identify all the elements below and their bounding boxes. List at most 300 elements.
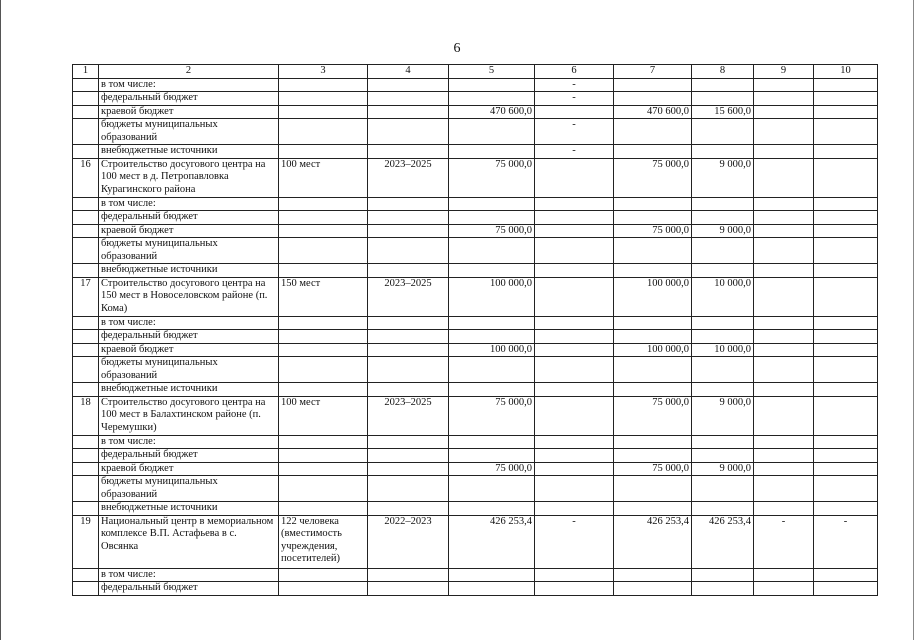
col10-cell — [814, 92, 878, 106]
period-cell — [368, 357, 449, 383]
period-cell — [368, 435, 449, 449]
table-row — [73, 145, 878, 159]
table-row — [73, 568, 878, 582]
row-number-cell — [73, 145, 99, 159]
capacity-cell — [279, 238, 368, 264]
col8-cell — [692, 92, 754, 106]
row-number-cell — [73, 330, 99, 344]
col10-cell — [814, 224, 878, 238]
col6-cell — [535, 264, 614, 278]
budget-table — [72, 64, 878, 596]
col10-cell — [814, 396, 878, 435]
col7-cell: 75 000,0 — [614, 158, 692, 197]
total-cost-cell — [449, 197, 535, 211]
col8-cell: 9 000,0 — [692, 462, 754, 476]
col7-cell — [614, 582, 692, 596]
capacity-cell — [279, 105, 368, 119]
col10-cell — [814, 145, 878, 159]
capacity-cell: 100 мест — [279, 158, 368, 197]
row-number-cell — [73, 449, 99, 463]
col9-cell — [754, 119, 814, 145]
total-cost-cell — [449, 316, 535, 330]
total-cost-cell — [449, 145, 535, 159]
period-cell — [368, 224, 449, 238]
description-cell: бюджеты муниципальных образований — [99, 357, 279, 383]
total-cost-cell — [449, 264, 535, 278]
col9-cell — [754, 92, 814, 106]
row-number-cell — [73, 343, 99, 357]
period-cell — [368, 383, 449, 397]
header-cell: 2 — [99, 65, 279, 79]
description-cell: бюджеты муниципальных образований — [99, 119, 279, 145]
period-cell — [368, 316, 449, 330]
col8-cell: 426 253,4 — [692, 515, 754, 568]
col6-cell — [535, 224, 614, 238]
total-cost-cell — [449, 330, 535, 344]
col7-cell — [614, 502, 692, 516]
total-cost-cell — [449, 92, 535, 106]
row-number-cell — [73, 264, 99, 278]
col6-cell — [535, 316, 614, 330]
header-cell: 4 — [368, 65, 449, 79]
description-cell: краевой бюджет — [99, 224, 279, 238]
col6-cell — [535, 357, 614, 383]
col9-cell — [754, 105, 814, 119]
row-number-cell — [73, 105, 99, 119]
total-cost-cell — [449, 238, 535, 264]
capacity-cell — [279, 92, 368, 106]
col9-cell — [754, 343, 814, 357]
row-number-cell: 16 — [73, 158, 99, 197]
col10-cell — [814, 119, 878, 145]
capacity-cell — [279, 568, 368, 582]
col10-cell — [814, 476, 878, 502]
table-row — [73, 396, 878, 435]
description-cell: в том числе: — [99, 197, 279, 211]
col9-cell — [754, 502, 814, 516]
col8-cell: 9 000,0 — [692, 396, 754, 435]
col8-cell — [692, 568, 754, 582]
col7-cell — [614, 197, 692, 211]
col7-cell — [614, 449, 692, 463]
description-cell: федеральный бюджет — [99, 582, 279, 596]
header-cell: 6 — [535, 65, 614, 79]
table-row — [73, 105, 878, 119]
col6-cell — [535, 568, 614, 582]
row-number-cell — [73, 78, 99, 92]
col10-cell — [814, 568, 878, 582]
table-row — [73, 316, 878, 330]
col10-cell — [814, 211, 878, 225]
col9-cell — [754, 316, 814, 330]
capacity-cell — [279, 264, 368, 278]
total-cost-cell: 100 000,0 — [449, 343, 535, 357]
total-cost-cell — [449, 476, 535, 502]
col9-cell — [754, 383, 814, 397]
col6-cell: - — [535, 78, 614, 92]
period-cell — [368, 264, 449, 278]
col9-cell — [754, 568, 814, 582]
capacity-cell — [279, 476, 368, 502]
capacity-cell — [279, 343, 368, 357]
col9-cell — [754, 238, 814, 264]
row-number-cell — [73, 462, 99, 476]
col9-cell — [754, 449, 814, 463]
total-cost-cell — [449, 119, 535, 145]
header-cell: 8 — [692, 65, 754, 79]
col8-cell — [692, 264, 754, 278]
col10-cell — [814, 316, 878, 330]
col6-cell — [535, 383, 614, 397]
page-edge-left — [0, 0, 1, 640]
col7-cell — [614, 383, 692, 397]
table-row — [73, 343, 878, 357]
col9-cell — [754, 435, 814, 449]
col8-cell — [692, 383, 754, 397]
col8-cell — [692, 316, 754, 330]
col8-cell — [692, 238, 754, 264]
period-cell: 2023–2025 — [368, 396, 449, 435]
period-cell — [368, 78, 449, 92]
col10-cell — [814, 502, 878, 516]
col10-cell — [814, 197, 878, 211]
description-cell: в том числе: — [99, 78, 279, 92]
col9-cell — [754, 330, 814, 344]
total-cost-cell — [449, 502, 535, 516]
table-row — [73, 449, 878, 463]
period-cell — [368, 582, 449, 596]
row-number-cell — [73, 224, 99, 238]
total-cost-cell — [449, 357, 535, 383]
capacity-cell — [279, 224, 368, 238]
total-cost-cell — [449, 211, 535, 225]
capacity-cell — [279, 197, 368, 211]
col7-cell — [614, 357, 692, 383]
description-cell: краевой бюджет — [99, 462, 279, 476]
description-cell: федеральный бюджет — [99, 330, 279, 344]
description-cell: федеральный бюджет — [99, 211, 279, 225]
col8-cell — [692, 502, 754, 516]
period-cell — [368, 568, 449, 582]
col6-cell — [535, 435, 614, 449]
row-number-cell — [73, 357, 99, 383]
col10-cell — [814, 238, 878, 264]
col7-cell — [614, 238, 692, 264]
row-number-cell: 17 — [73, 277, 99, 316]
col9-cell — [754, 224, 814, 238]
col10-cell — [814, 277, 878, 316]
col7-cell: 75 000,0 — [614, 224, 692, 238]
header-cell: 7 — [614, 65, 692, 79]
col8-cell — [692, 476, 754, 502]
col7-cell — [614, 211, 692, 225]
col9-cell — [754, 476, 814, 502]
col6-cell — [535, 197, 614, 211]
capacity-cell — [279, 449, 368, 463]
table-row — [73, 435, 878, 449]
row-number-cell — [73, 502, 99, 516]
col10-cell — [814, 264, 878, 278]
table-row — [73, 582, 878, 596]
col8-cell — [692, 435, 754, 449]
col8-cell: 10 000,0 — [692, 277, 754, 316]
table-row — [73, 383, 878, 397]
description-cell: внебюджетные источники — [99, 264, 279, 278]
period-cell — [368, 197, 449, 211]
period-cell — [368, 476, 449, 502]
table-row — [73, 476, 878, 502]
col8-cell: 15 600,0 — [692, 105, 754, 119]
col10-cell — [814, 462, 878, 476]
description-cell: Строительство досугового центра на 150 мест в Новоселовском районе (п. Кома) — [99, 277, 279, 316]
col7-cell — [614, 316, 692, 330]
col10-cell — [814, 78, 878, 92]
table-row — [73, 92, 878, 106]
row-number-cell — [73, 238, 99, 264]
table-body — [73, 65, 878, 596]
col8-cell — [692, 357, 754, 383]
description-cell: бюджеты муниципальных образований — [99, 476, 279, 502]
description-cell: федеральный бюджет — [99, 92, 279, 106]
col7-cell: 100 000,0 — [614, 343, 692, 357]
row-number-cell — [73, 316, 99, 330]
col8-cell: 10 000,0 — [692, 343, 754, 357]
table-row — [73, 277, 878, 316]
capacity-cell — [279, 502, 368, 516]
total-cost-cell — [449, 568, 535, 582]
table-row — [73, 211, 878, 225]
col9-cell — [754, 462, 814, 476]
table-row — [73, 462, 878, 476]
col10-cell — [814, 330, 878, 344]
col6-cell: - — [535, 515, 614, 568]
col9-cell — [754, 78, 814, 92]
header-cell: 10 — [814, 65, 878, 79]
col8-cell — [692, 145, 754, 159]
description-cell: внебюджетные источники — [99, 145, 279, 159]
col10-cell — [814, 158, 878, 197]
total-cost-cell: 470 600,0 — [449, 105, 535, 119]
col8-cell — [692, 197, 754, 211]
col7-cell: 75 000,0 — [614, 396, 692, 435]
header-cell: 9 — [754, 65, 814, 79]
col7-cell: 470 600,0 — [614, 105, 692, 119]
period-cell — [368, 462, 449, 476]
col6-cell — [535, 582, 614, 596]
total-cost-cell: 426 253,4 — [449, 515, 535, 568]
table-row — [73, 330, 878, 344]
col6-cell: - — [535, 145, 614, 159]
period-cell — [368, 449, 449, 463]
col7-cell — [614, 264, 692, 278]
capacity-cell — [279, 435, 368, 449]
table-row — [73, 264, 878, 278]
col9-cell — [754, 197, 814, 211]
col9-cell: - — [754, 515, 814, 568]
row-number-cell — [73, 119, 99, 145]
col7-cell: 426 253,4 — [614, 515, 692, 568]
col6-cell — [535, 449, 614, 463]
period-cell — [368, 211, 449, 225]
header-cell: 5 — [449, 65, 535, 79]
table-row — [73, 224, 878, 238]
col9-cell — [754, 396, 814, 435]
row-number-cell — [73, 568, 99, 582]
description-cell: Строительство досугового центра на 100 мест в д. Петропавловка Курагинского района — [99, 158, 279, 197]
col9-cell — [754, 264, 814, 278]
description-cell: в том числе: — [99, 316, 279, 330]
col9-cell — [754, 158, 814, 197]
col8-cell: 9 000,0 — [692, 158, 754, 197]
col6-cell: - — [535, 119, 614, 145]
col7-cell: 100 000,0 — [614, 277, 692, 316]
col7-cell — [614, 330, 692, 344]
total-cost-cell: 100 000,0 — [449, 277, 535, 316]
col7-cell — [614, 476, 692, 502]
col10-cell — [814, 383, 878, 397]
row-number-cell: 19 — [73, 515, 99, 568]
header-row — [73, 65, 878, 79]
col8-cell — [692, 211, 754, 225]
col7-cell — [614, 568, 692, 582]
total-cost-cell: 75 000,0 — [449, 462, 535, 476]
header-cell: 3 — [279, 65, 368, 79]
period-cell — [368, 330, 449, 344]
col6-cell — [535, 211, 614, 225]
total-cost-cell — [449, 435, 535, 449]
col6-cell: - — [535, 92, 614, 106]
col6-cell — [535, 238, 614, 264]
page-number: 6 — [453, 41, 461, 56]
period-cell — [368, 343, 449, 357]
period-cell: 2023–2025 — [368, 277, 449, 316]
capacity-cell: 122 человека (вместимость учреждения, посетителей) — [279, 515, 368, 568]
col9-cell — [754, 582, 814, 596]
col6-cell — [535, 462, 614, 476]
total-cost-cell: 75 000,0 — [449, 158, 535, 197]
col10-cell: - — [814, 515, 878, 568]
total-cost-cell — [449, 582, 535, 596]
col9-cell — [754, 211, 814, 225]
row-number-cell — [73, 197, 99, 211]
col8-cell — [692, 78, 754, 92]
capacity-cell — [279, 383, 368, 397]
period-cell: 2022–2023 — [368, 515, 449, 568]
capacity-cell — [279, 462, 368, 476]
col10-cell — [814, 435, 878, 449]
col7-cell — [614, 435, 692, 449]
table-row — [73, 158, 878, 197]
row-number-cell — [73, 435, 99, 449]
period-cell: 2023–2025 — [368, 158, 449, 197]
col9-cell — [754, 277, 814, 316]
description-cell: Национальный центр в мемориальном комплексе В.П. Астафьева в с. Овсянка — [99, 515, 279, 568]
capacity-cell: 150 мест — [279, 277, 368, 316]
row-number-cell — [73, 582, 99, 596]
capacity-cell — [279, 316, 368, 330]
col9-cell — [754, 145, 814, 159]
col8-cell — [692, 449, 754, 463]
description-cell: краевой бюджет — [99, 343, 279, 357]
col8-cell: 9 000,0 — [692, 224, 754, 238]
col9-cell — [754, 357, 814, 383]
period-cell — [368, 145, 449, 159]
total-cost-cell: 75 000,0 — [449, 224, 535, 238]
total-cost-cell — [449, 78, 535, 92]
col6-cell — [535, 158, 614, 197]
description-cell: внебюджетные источники — [99, 502, 279, 516]
col10-cell — [814, 357, 878, 383]
table-row — [73, 502, 878, 516]
period-cell — [368, 502, 449, 516]
row-number-cell — [73, 383, 99, 397]
description-cell: в том числе: — [99, 435, 279, 449]
capacity-cell — [279, 330, 368, 344]
table-row — [73, 515, 878, 568]
period-cell — [368, 92, 449, 106]
capacity-cell — [279, 582, 368, 596]
col8-cell — [692, 582, 754, 596]
total-cost-cell — [449, 383, 535, 397]
row-number-cell — [73, 211, 99, 225]
row-number-cell: 18 — [73, 396, 99, 435]
capacity-cell — [279, 211, 368, 225]
table-row — [73, 119, 878, 145]
row-number-cell — [73, 476, 99, 502]
row-number-cell — [73, 92, 99, 106]
table-row — [73, 78, 878, 92]
period-cell — [368, 119, 449, 145]
col8-cell — [692, 330, 754, 344]
col8-cell — [692, 119, 754, 145]
table-row — [73, 197, 878, 211]
period-cell — [368, 238, 449, 264]
period-cell — [368, 105, 449, 119]
col10-cell — [814, 343, 878, 357]
description-cell: в том числе: — [99, 568, 279, 582]
description-cell: краевой бюджет — [99, 105, 279, 119]
col10-cell — [814, 449, 878, 463]
col6-cell — [535, 277, 614, 316]
col7-cell — [614, 92, 692, 106]
col6-cell — [535, 396, 614, 435]
col7-cell — [614, 145, 692, 159]
capacity-cell — [279, 145, 368, 159]
total-cost-cell: 75 000,0 — [449, 396, 535, 435]
col6-cell — [535, 476, 614, 502]
table-row — [73, 357, 878, 383]
col10-cell — [814, 582, 878, 596]
col6-cell — [535, 105, 614, 119]
col6-cell — [535, 343, 614, 357]
table-row — [73, 238, 878, 264]
capacity-cell — [279, 357, 368, 383]
description-cell: бюджеты муниципальных образований — [99, 238, 279, 264]
description-cell: федеральный бюджет — [99, 449, 279, 463]
total-cost-cell — [449, 449, 535, 463]
capacity-cell — [279, 119, 368, 145]
header-cell: 1 — [73, 65, 99, 79]
col7-cell: 75 000,0 — [614, 462, 692, 476]
col7-cell — [614, 119, 692, 145]
col6-cell — [535, 502, 614, 516]
col7-cell — [614, 78, 692, 92]
capacity-cell — [279, 78, 368, 92]
description-cell: внебюджетные источники — [99, 383, 279, 397]
col6-cell — [535, 330, 614, 344]
description-cell: Строительство досугового центра на 100 мест в Балахтинском районе (п. Черемушки) — [99, 396, 279, 435]
col10-cell — [814, 105, 878, 119]
